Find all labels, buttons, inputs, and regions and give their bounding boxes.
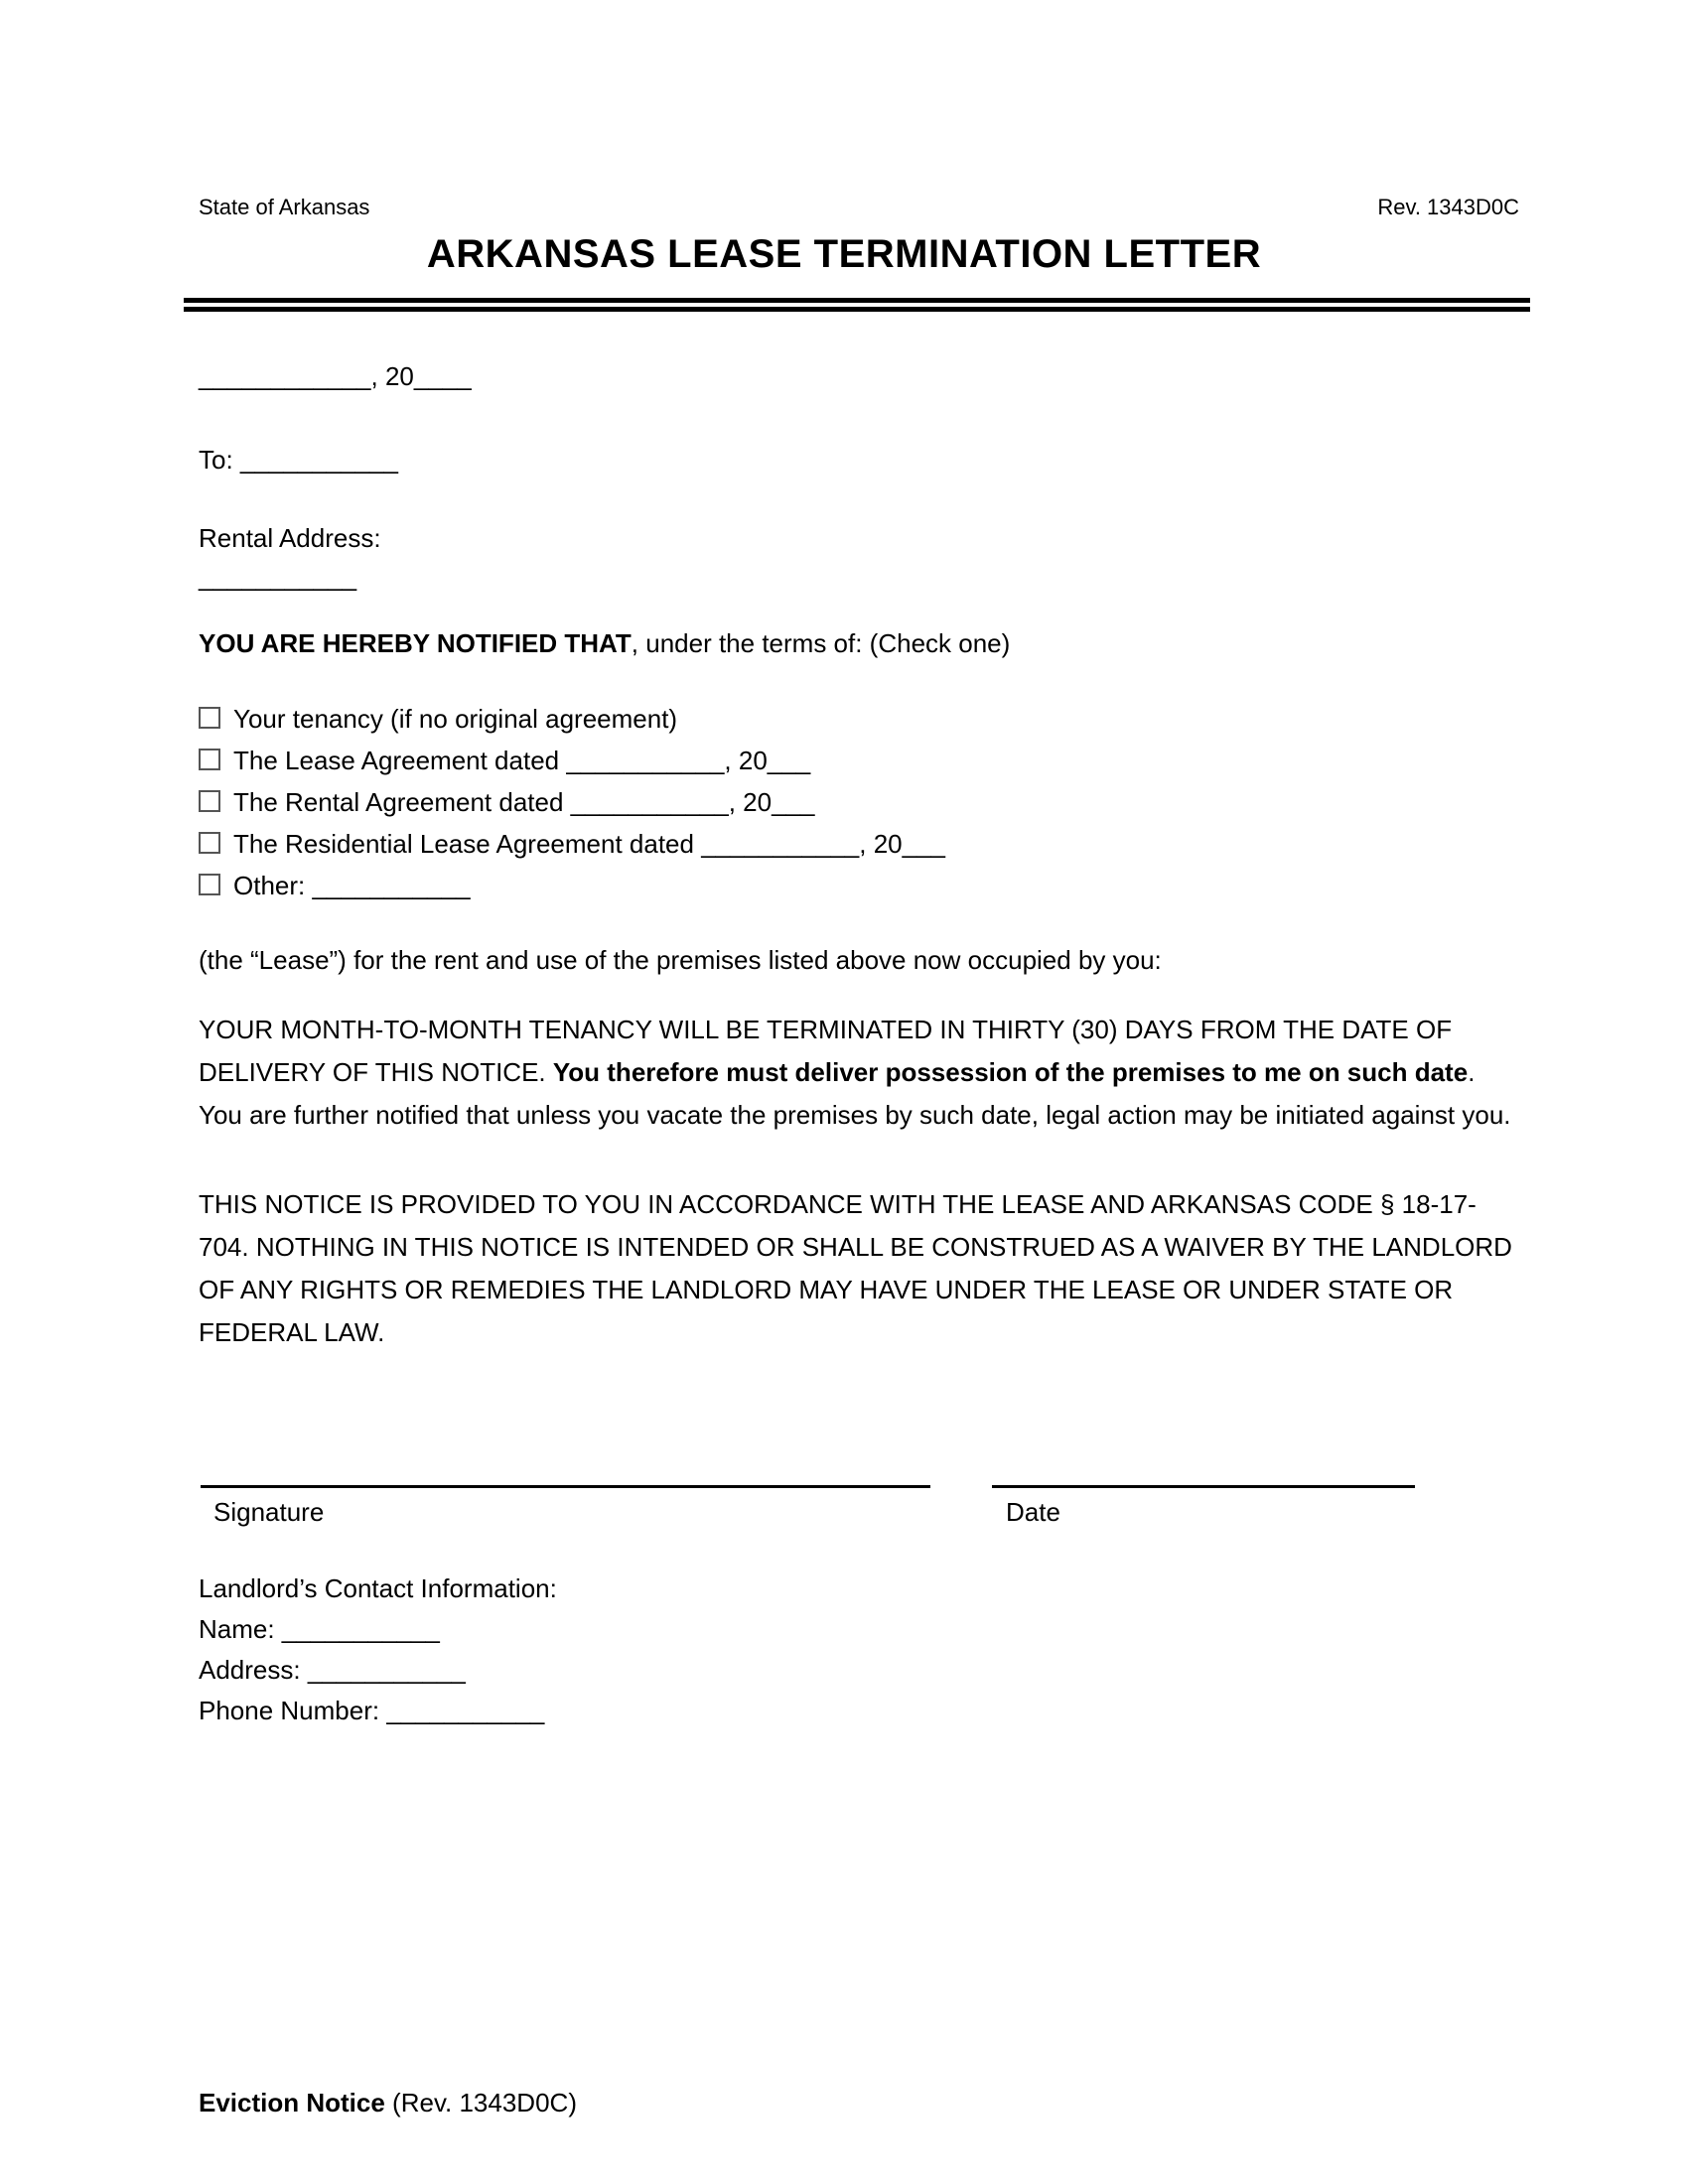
termination-part2: . You are further notified that unless you vacate the premises by such date, legal action may be initiated against you. — [199, 1057, 1511, 1130]
termination-bold: You therefore must deliver possession of the premises to me on such date — [552, 1057, 1469, 1087]
checkbox-label: Other: ___________ — [233, 871, 471, 900]
checkbox-row-lease-agreement — [199, 740, 945, 781]
checkbox-rental-agreement[interactable] — [199, 790, 220, 812]
legal-notice-paragraph: THIS NOTICE IS PROVIDED TO YOU IN ACCORDANCE WITH THE LEASE AND ARKANSAS CODE § 18-17-704. NOTHING IN THIS NOTICE IS INTENDED OR SHALL BE CONSTRUED AS A WAIVER BY THE LANDLORD OF ANY RIGHTS OR REMEDIES THE LANDLORD MAY HAVE UNDER THE LEASE OR UNDER STATE OR FEDERAL LAW. — [199, 1189, 1512, 1347]
checkbox-list — [199, 698, 945, 906]
signature-line[interactable] — [201, 1485, 930, 1488]
title-double-rule — [184, 298, 1530, 312]
checkbox-label: The Lease Agreement dated ___________, 20___ — [233, 746, 811, 775]
notify-rest-text: , under the terms of: (Check one) — [631, 628, 1011, 658]
termination-part1: YOUR MONTH-TO-MONTH TENANCY WILL BE TERMINATED IN THIRTY (30) DAYS FROM THE DATE OF DELIVERY OF THIS NOTICE. — [199, 1015, 1453, 1087]
rental-address-label: Rental Address: — [199, 523, 381, 553]
page-title: ARKANSAS LEASE TERMINATION LETTER — [426, 232, 1262, 276]
checkbox-row-residential-lease — [199, 823, 945, 865]
lease-clause: (the “Lease”) for the rent and use of the premises listed above now occupied by you: — [199, 945, 1162, 975]
footer-revision: (Rev. 1343D0C) — [384, 2088, 577, 2117]
checkbox-row-other — [199, 865, 945, 906]
letter-date-blank[interactable]: ____________, 20____ — [199, 361, 472, 391]
notify-bold-text: YOU ARE HEREBY NOTIFIED THAT — [199, 628, 632, 658]
checkbox-tenancy[interactable] — [199, 707, 220, 729]
to-field[interactable]: To: ___________ — [199, 445, 398, 475]
contact-phone-field[interactable]: Phone Number: ___________ — [199, 1696, 545, 1725]
signature-label: Signature — [213, 1497, 325, 1527]
revision-label: Rev. 1343D0C — [1377, 195, 1519, 219]
date-label: Date — [1006, 1497, 1060, 1527]
state-label: State of Arkansas — [199, 195, 370, 219]
contact-heading: Landlord’s Contact Information: — [199, 1573, 557, 1603]
checkbox-residential-lease[interactable] — [199, 832, 220, 854]
notify-line — [199, 622, 1010, 665]
contact-address-field[interactable]: Address: ___________ — [199, 1655, 466, 1685]
checkbox-label: The Rental Agreement dated ___________, 20___ — [233, 787, 815, 817]
meta-row — [199, 193, 1519, 222]
date-line[interactable] — [992, 1485, 1415, 1488]
checkbox-label: The Residential Lease Agreement dated ___________, 20___ — [233, 829, 946, 859]
contact-name-field[interactable]: Name: ___________ — [199, 1614, 440, 1644]
footer — [199, 2083, 577, 2122]
checkbox-lease-agreement[interactable] — [199, 749, 220, 770]
rental-address-blank[interactable]: ___________ — [199, 562, 357, 592]
checkbox-row-rental-agreement — [199, 781, 945, 823]
landlord-contact-block — [199, 1569, 557, 1731]
checkbox-other[interactable] — [199, 874, 220, 895]
checkbox-row-tenancy — [199, 698, 945, 740]
footer-doc-type: Eviction Notice — [199, 2088, 385, 2117]
checkbox-label: Your tenancy (if no original agreement) — [233, 704, 678, 734]
termination-paragraph — [199, 1009, 1519, 1137]
